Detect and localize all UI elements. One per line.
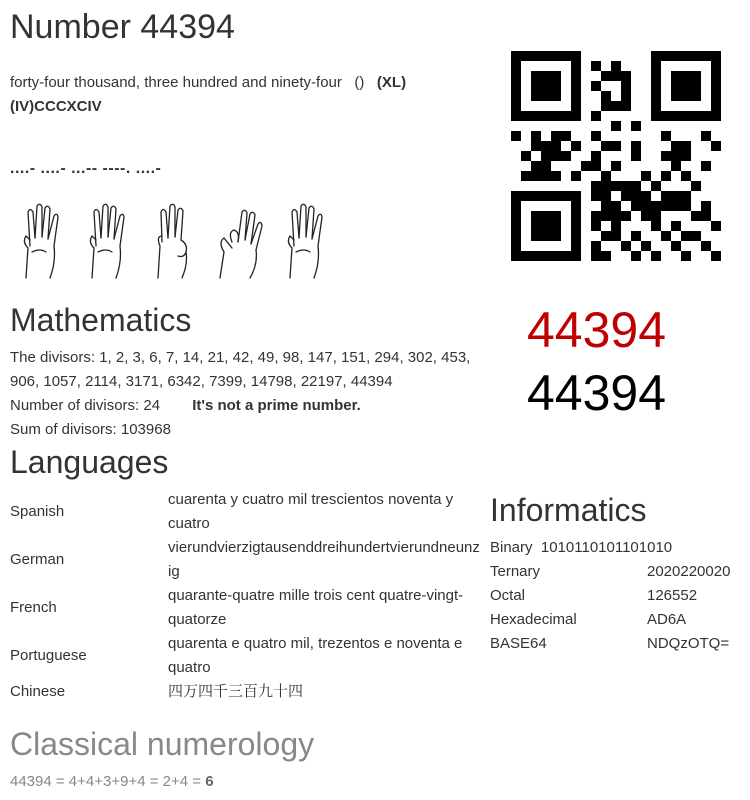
informatics-label: Ternary <box>490 563 541 580</box>
language-row-spanish <box>10 488 480 536</box>
morse-code: ....- ....- ...-- ----. ....- <box>10 160 162 177</box>
sum-of-divisors: Sum of divisors: 103968 <box>10 421 171 438</box>
informatics-label: BASE64 <box>490 635 547 652</box>
sign-language-hands <box>12 202 338 280</box>
binary-label: Binary <box>490 539 533 556</box>
informatics-row-base64 <box>490 632 730 656</box>
language-name: German <box>10 551 65 568</box>
language-row-portuguese <box>10 632 480 680</box>
numerology-result: 6 <box>205 773 214 790</box>
numerology-heading: Classical numerology <box>10 726 315 762</box>
number-of-divisors: Number of divisors: 24 <box>10 397 161 414</box>
sign-language-3-hand-icon <box>144 202 206 280</box>
divisors-list <box>10 346 480 394</box>
language-value: 四万四千三百九十四 <box>168 683 304 700</box>
language-name: Chinese <box>10 683 66 700</box>
informatics-row-binary <box>490 536 730 560</box>
qr-code-icon <box>511 51 721 261</box>
language-name: Portuguese <box>10 647 87 664</box>
big-number-red: 44394 <box>527 302 667 358</box>
informatics-heading: Informatics <box>490 492 647 528</box>
informatics-row-hexadecimal <box>490 608 730 632</box>
language-value: cuarenta y cuatro mil trescientos noventa y cuatro <box>168 491 454 532</box>
language-row-french <box>10 584 480 632</box>
language-row-german <box>10 536 480 584</box>
divisors-values: 1, 2, 3, 6, 7, 14, 21, 42, 49, 98, 147, 151, 294, 302, 453, 906, 1057, 2114, 3171, 6342, 7399, 14798, 22197, 44394 <box>10 349 471 390</box>
informatics-table <box>490 536 730 656</box>
informatics-row-ternary <box>490 560 730 584</box>
sign-language-4-hand-icon <box>276 202 338 280</box>
informatics-value: NDQzOTQ= <box>647 635 730 652</box>
informatics-value: 2020220020 <box>647 563 731 580</box>
page-title: Number 44394 <box>10 8 235 46</box>
informatics-label: Octal <box>490 587 526 604</box>
prime-status: It's not a prime number. <box>192 397 361 414</box>
numerology-equation <box>10 773 214 790</box>
binary-value: 1010110101101010 <box>540 539 673 556</box>
mathematics-heading: Mathematics <box>10 302 192 338</box>
language-value: quarante-quatre mille trois cent quatre-vingt-quatorze <box>168 587 464 628</box>
divisors-label: The divisors: <box>10 349 96 366</box>
informatics-row-octal <box>490 584 730 608</box>
informatics-value: AD6A <box>647 611 687 628</box>
roman-paren: () <box>354 74 365 91</box>
language-value: vierundvierzigtausenddreihundertvierundneunzig <box>168 539 480 580</box>
language-row-chinese <box>10 680 480 704</box>
big-number-black: 44394 <box>527 365 667 421</box>
number-in-words <box>10 71 480 119</box>
languages-heading: Languages <box>10 444 169 480</box>
language-name: Spanish <box>10 503 65 520</box>
language-name: French <box>10 599 57 616</box>
languages-table <box>10 488 480 704</box>
informatics-label: Hexadecimal <box>490 611 577 628</box>
numerology-sum: 44394 = 4+4+3+9+4 = 2+4 = <box>10 773 206 790</box>
divisor-count-line <box>10 394 480 418</box>
sign-language-9-hand-icon <box>210 202 272 280</box>
roman-numeral: (XL)(IV)CCCXCIV <box>10 74 407 115</box>
informatics-value: 126552 <box>647 587 698 604</box>
sign-language-4-hand-icon <box>12 202 74 280</box>
sign-language-4-hand-icon <box>78 202 140 280</box>
english-words: forty-four thousand, three hundred and ninety-four <box>10 74 342 91</box>
binary-cell <box>490 536 730 560</box>
language-value: quarenta e quatro mil, trezentos e noventa e quatro <box>168 635 463 676</box>
